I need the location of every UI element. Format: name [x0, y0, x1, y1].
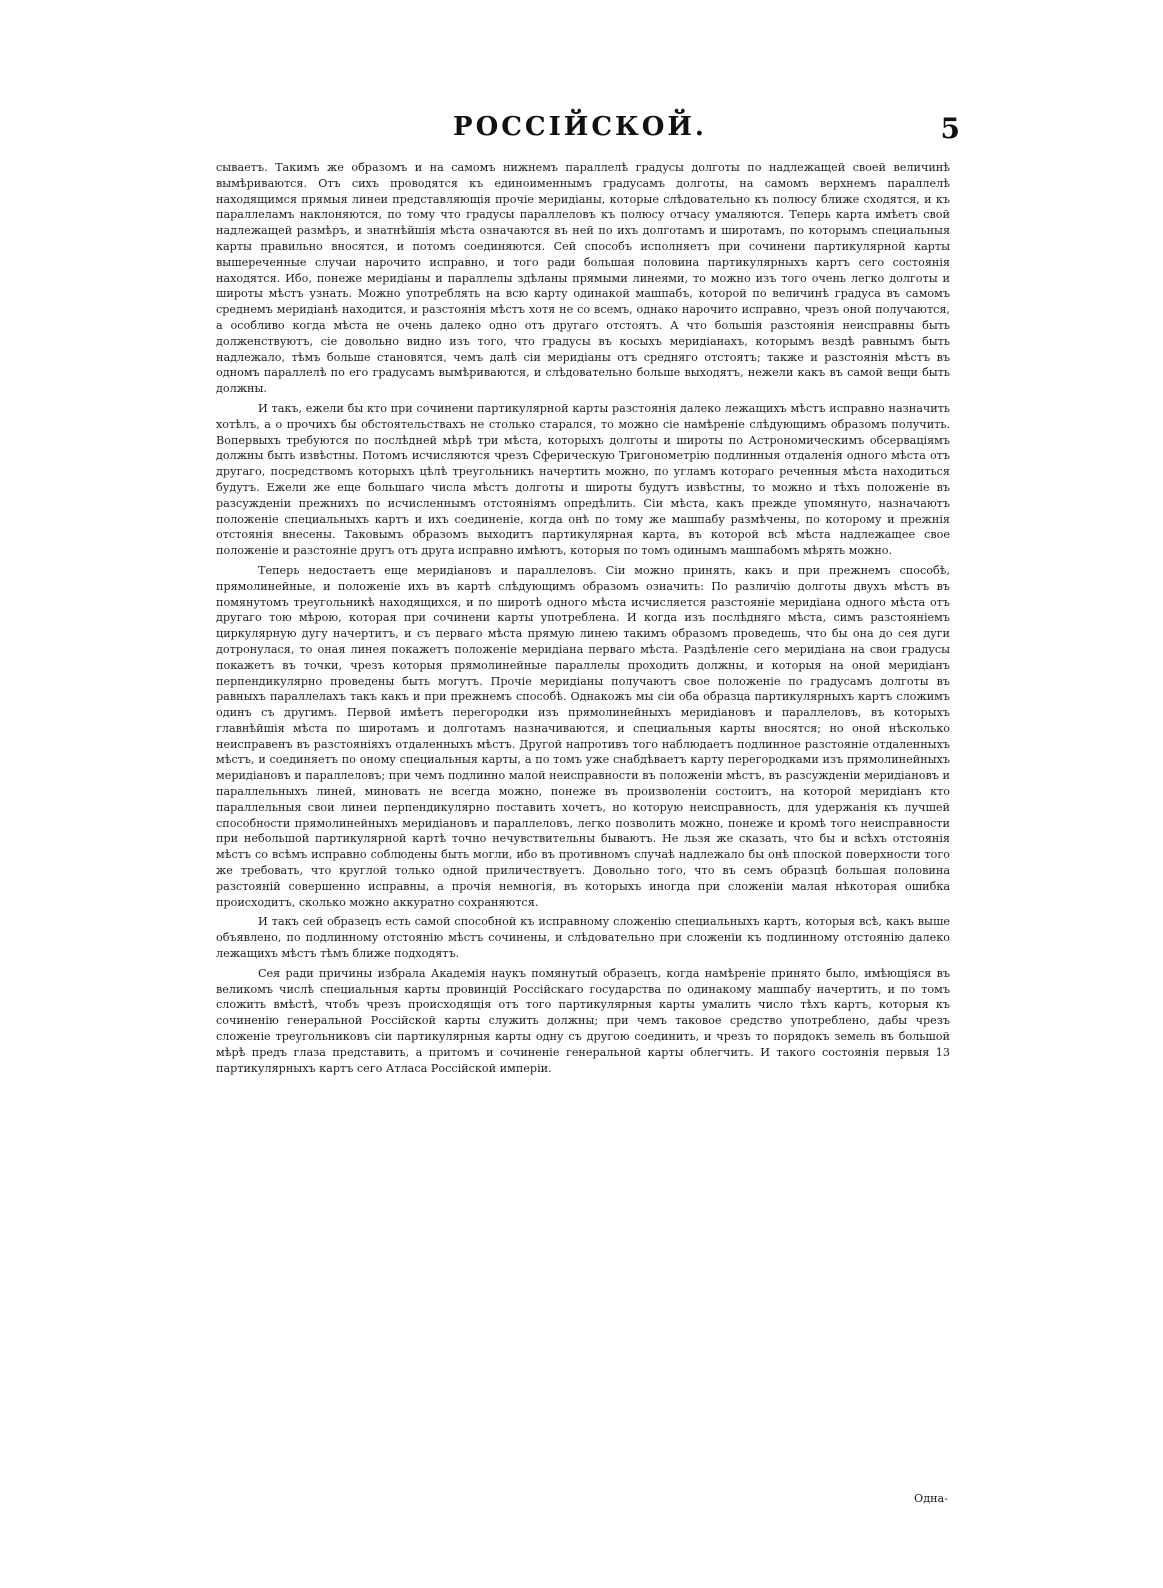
page-title: РОССIЙСКОЙ.: [453, 112, 707, 142]
page-number: 5: [940, 112, 960, 145]
paragraph-5: Сея ради причины избрала Академія наукъ помянутый образецъ, когда намѣреніе принято было, имѣющіяся въ великомъ числѣ специальныя карты провинцій Россійскаго государства по одинакому машпабу начертить, и по томъ сложить вмѣстѣ, чтобъ чрезъ происходящія отъ того партикулярныя карты умалить число тѣхъ картъ, которыя къ сочиненію генеральной Россійской карты служить должны; при чемъ таковое средство употреблено, дабы чрезъ сложеніе треугольниковъ сіи партикулярныя карты одну съ другою соединить, и чрезъ то порядокъ земель въ большой мѣрѣ предъ глаза представить, а притомъ и сочиненіе генеральной карты облегчить. И такого состоянія первыя 13 партикулярныхъ картъ сего Атласа Россійской имперіи.: [216, 966, 950, 1075]
catchword: Одна-: [914, 1492, 948, 1505]
paragraph-2: И такъ, ежели бы кто при сочинени партикулярной карты разстоянія далеко лежащихъ мѣстъ исправно назначить хотѣлъ, а о прочихъ бы обстоятельствахъ не столько старался, то можно сіе намѣреніе слѣдующимъ образомъ получить. Вопервыхъ требуются по послѣдней мѣрѣ три мѣста, которыхъ долготы и широты по Астрономическимъ обсерваціямъ должны быть извѣстны. Потомъ исчисляются чрезъ Сферическую Тригонометрію подлинныя отдаленія одного мѣста отъ другаго, посредствомъ которыхъ цѣлѣ треугольникъ начертить можно, по угламъ котораго реченныя мѣста находиться будутъ. Ежели же еще большаго числа мѣстъ долготы и широты будутъ извѣстны, то можно и тѣхъ положеніе въ разсужденіи прежнихъ по исчисленнымъ отстояніямъ опредѣлить. Сіи мѣста, какъ прежде упомянуто, назначаютъ положеніе специальныхъ картъ и ихъ соединеніе, когда онѣ по тому же машпабу размѣчены, по которому и прежнія отстоянія внесены. Таковымъ образомъ выходитъ партикулярная карта, въ которой всѣ мѣста надлежащее свое положеніе и разстояніе другъ отъ друга исправно имѣютъ, которыя по томъ одинымъ машпабомъ мѣрять можно.: [216, 401, 950, 558]
body-text: [216, 160, 950, 1076]
paragraph-3: Теперь недостаетъ еще меридіановъ и параллеловъ. Сіи можно принять, какъ и при прежнемъ способѣ, прямолинейные, и положеніе ихъ въ картѣ слѣдующимъ образомъ означить: По различію долготы двухъ мѣстъ въ помянутомъ треугольникѣ находящихся, и по широтѣ одного мѣста исчисляется разстояніе меридіана одного мѣста отъ другаго тою мѣрою, которая при сочинени карты употреблена. И когда изъ послѣдняго мѣста, симъ разстояніемъ циркулярную дугу начертитъ, и съ перваго мѣста прямую линею такимъ образомъ проведешь, что бы она до сея дуги дотронулася, то оная линея покажетъ положеніе меридіана перваго мѣста. Раздѣленіе сего меридіана на свои градусы покажетъ въ точки, чрезъ которыя прямолинейные параллелы проходить должны, и которыя на оной меридіанъ перпендикулярно проведены быть могутъ. Прочіе меридіаны получаютъ свое положеніе по градусамъ долготы въ равныхъ параллелахъ такъ какъ и при прежнемъ способѣ. Однакожъ мы сіи оба образца партикулярныхъ картъ сложимъ одинъ съ другимъ. Первой имѣетъ перегородки изъ прямолинейныхъ меридіановъ и параллеловъ, въ которыхъ главнѣйшія мѣста по широтамъ и долготамъ назначиваются, и специальныя карты вносятся; но оной нѣсколько неисправенъ въ разстояніяхъ отдаленныхъ мѣстъ. Другой напротивъ того наблюдаетъ подлинное разстояніе отдаленныхъ мѣстъ, и соединяетъ по оному специальныя карты, а по томъ уже снабдѣваетъ карту перегородками изъ прямолинейныхъ меридіановъ и параллеловъ; при чемъ подлинно малой неисправности въ положеніи мѣстъ, въ разсужденіи меридіановъ и параллельныхъ линей, миновать не всегда можно, понеже въ произволеніи состоитъ, на которой меридіанъ кто параллельныя свои линеи перпендикулярно поставить хочетъ, но которую неисправность, для удержанія къ лучшей способности прямолинейныхъ меридіановъ и параллеловъ, легко позволить можно, понеже и кромѣ того неисправности при небольшой партикулярной картѣ точно нечувствительны бываютъ. Не льзя же сказать, что бы и всѣхъ отстоянія мѣстъ со всѣмъ исправно соблюдены быть могли, ибо въ противномъ случаѣ надлежало бы онѣ плоской поверхности того же требовать, что круглой только одной приличествуетъ. Довольно того, что въ семъ образцѣ большая половина разстояній совершенно исправны, а прочія немногія, въ которыхъ иногда при сложеніи малая нѣкоторая ошибка происходитъ, сколько можно аккуратно сохраняются.: [216, 563, 950, 909]
paragraph-4: И такъ сей образецъ есть самой способной къ исправному сложенію специальныхъ картъ, которыя всѣ, какъ выше объявлено, по подлинному отстоянію мѣстъ сочинены, и слѣдовательно при сложеніи къ подлинному отстоянію далеко лежащихъ мѣстъ тѣмъ ближе подходятъ.: [216, 915, 950, 961]
paragraph-1: сываетъ. Такимъ же образомъ и на самомъ нижнемъ параллелѣ градусы долготы по надлежащей своей величинѣ вымѣриваются. Отъ сихъ проводятся къ единоименнымъ градусамъ долготы, на самомъ верхнемъ параллелѣ находящимся прямыя линеи представляющія прочіе меридіаны, которые слѣдовательно къ полюсу ближе сходятся, и къ параллеламъ наклоняются, по тому что градусы параллеловъ къ полюсу отчасу умаляются. Теперь карта имѣетъ свой надлежащей размѣръ, и знатнѣйшія мѣста означаются въ ней по ихъ долготамъ и широтамъ, по которымъ специальныя карты правильно вносятся, и потомъ соединяются. Сей способъ исполняетъ при сочинени партикулярной карты вышереченные случаи нарочито исправно, и того ради большая половина партикулярныхъ картъ сего состоянія находятся. Ибо, понеже меридіаны и параллелы здѣланы прямыми линеями, то можно изъ того очень легко долготы и широты мѣстъ узнать. Можно употреблять на всю карту одинакой машпабъ, которой по величинѣ градуса въ самомъ среднемъ меридіанѣ находится, и разстоянія мѣстъ хотя не со всемъ, однако нарочито исправно, чрезъ оной получаются, а особливо когда мѣста не очень далеко одно отъ другаго отстоятъ. А что большія разстоянія неисправны быть долженствуютъ, сіе довольно видно изъ того, что градусы въ косыхъ меридіанахъ, которымъ вездѣ равнымъ быть надлежало, тѣмъ больше становятся, чемъ далѣ сіи меридіаны отъ средняго отстоятъ; также и разстоянія мѣстъ въ одномъ параллелѣ по его градусамъ вымѣриваются, и слѣдовательно больше выходятъ, нежели какъ въ самой вещи быть должны.: [216, 161, 950, 396]
running-head: [200, 112, 960, 156]
